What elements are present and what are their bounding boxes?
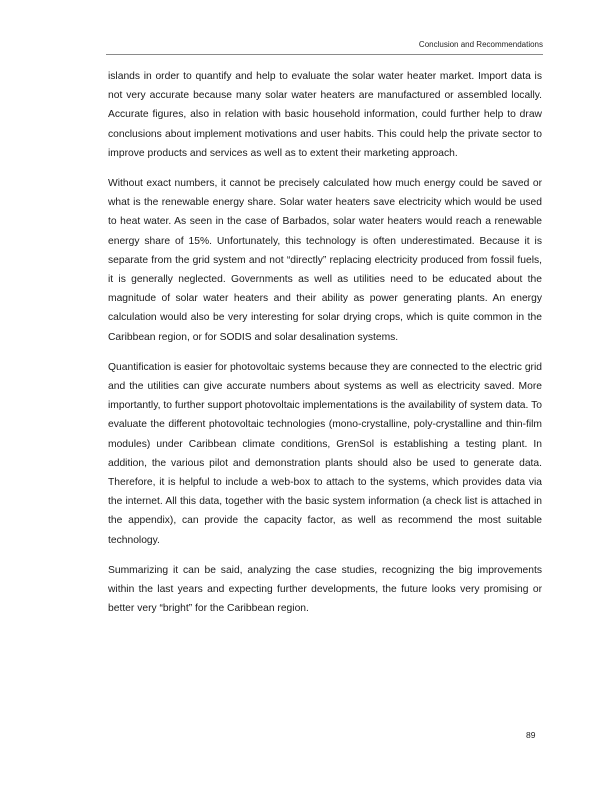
paragraph-solar-water-heater-market: islands in order to quantify and help to evaluate the solar water heater market. Import data is not very accurate because many solar water heaters are manufactured or assembled locally. Accurate figures, also in relation with basic household information, could further help to draw conclusions about implement motivations and user habits. This could help the private sector to improve products and services as well as to extent their marketing approach.: [108, 71, 542, 159]
body-text: [108, 67, 542, 629]
page-number: 89: [526, 730, 536, 740]
paragraph-photovoltaic-quantification: Quantification is easier for photovoltaic systems because they are connected to the electric grid and the utilities can give accurate numbers about systems as well as electricity saved. More importantly, to further support photovoltaic implementations is the availability of system data. To evaluate the different photovoltaic technologies (mono-crystalline, poly-crystalline and thin-film modules) under Caribbean climate conditions, GrenSol is establishing a testing plant. In addition, the various pilot and demonstration plants should also be used to generate data. Therefore, it is helpful to include a web-box to attach to the systems, which provides data via the internet. All this data, together with the basic system information (a check list is attached in the appendix), can provide the capacity factor, as well as recommend the most suitable technology.: [108, 361, 542, 546]
paragraph-summary: Summarizing it can be said, analyzing the case studies, recognizing the big improvements within the last years and expecting further developments, the future looks very promising or better very “bright” for the Caribbean region.: [108, 564, 542, 615]
running-header: [106, 40, 543, 55]
paragraph-renewable-energy-share: Without exact numbers, it cannot be precisely calculated how much energy could be saved or what is the renewable energy share. Solar water heaters save electricity which would be used to heat water. As seen in the case of Barbados, solar water heaters would reach a renewable energy share of 15%. Unfortunately, this technology is often underestimated. Because it is separate from the grid system and not “directly” replacing electricity produced from fossil fuels, it is generally neglected. Governments as well as utilities need to be educated about the magnitude of solar water heaters and their ability as power generating plants. An energy calculation would also be very interesting for solar drying crops, which is quite common in the Caribbean region, or for SODIS and solar desalination systems.: [108, 178, 542, 343]
chapter-title: Conclusion and Recommendations: [418, 40, 543, 49]
